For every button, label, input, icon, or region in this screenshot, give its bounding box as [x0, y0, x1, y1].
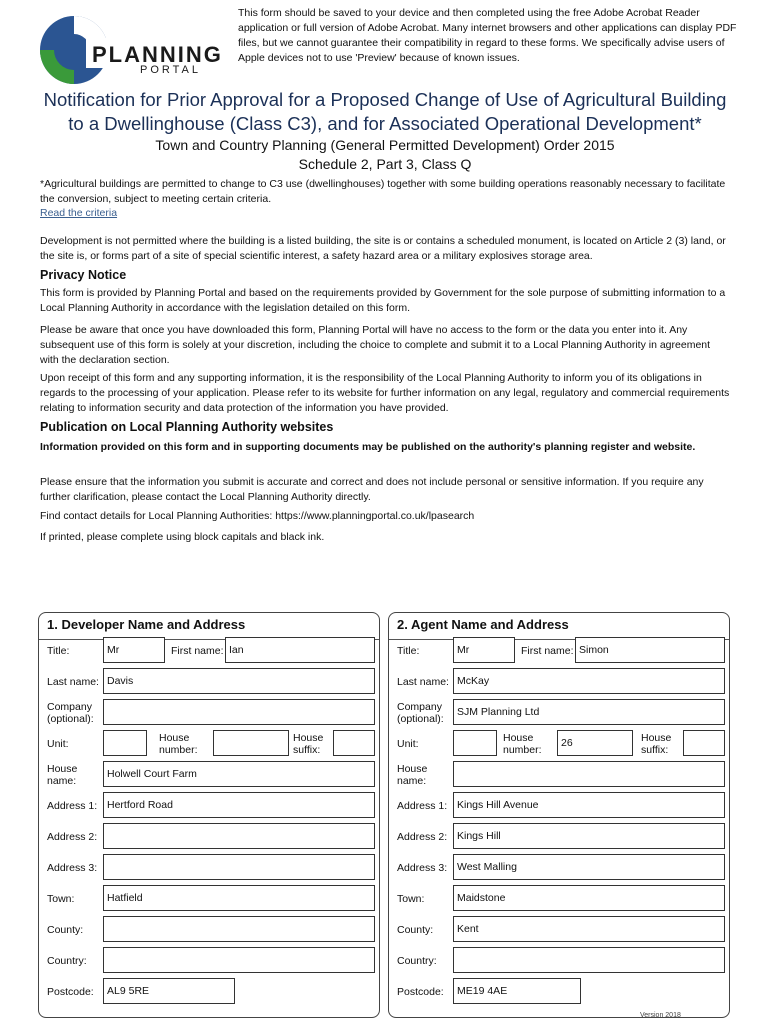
town-label: Town:	[47, 893, 75, 905]
address1-label: Address 1:	[397, 800, 448, 812]
developer-last-name-field[interactable]: Davis	[103, 668, 375, 694]
developer-address2-field[interactable]	[103, 823, 375, 849]
house-name-label: House name:	[47, 763, 78, 787]
privacy-heading: Privacy Notice	[40, 268, 127, 282]
developer-house-suffix-field[interactable]	[333, 730, 375, 756]
town-label: Town:	[397, 893, 425, 905]
postcode-label: Postcode:	[47, 986, 94, 998]
county-label: County:	[47, 924, 84, 936]
agent-county-field[interactable]: Kent	[453, 916, 725, 942]
address3-label: Address 3:	[397, 862, 448, 874]
publication-heading: Publication on Local Planning Authority websites	[40, 420, 334, 434]
page-subtitle	[20, 136, 750, 174]
subtitle-line-1: Town and Country Planning (General Permitted Development) Order 2015	[155, 137, 615, 153]
developer-county-field[interactable]	[103, 916, 375, 942]
agent-unit-field[interactable]	[453, 730, 497, 756]
publication-p3: If printed, please complete using block capitals and black ink.	[40, 531, 325, 543]
county-label: County:	[397, 924, 434, 936]
subtitle-line-2: Schedule 2, Part 3, Class Q	[298, 156, 472, 172]
intro-text: This form should be saved to your device and then completed using the free Adobe Acrobat Reader application or full version of Adobe Acrobat. Many internet browsers and other applications can display PDF files, but we cannot guarantee their compatibility in regard to these forms. We specifically advise users of Apple devices not to use 'Preview' because of known issues.	[238, 7, 737, 64]
title-label: Title:	[397, 645, 420, 657]
agent-house-name-field[interactable]	[453, 761, 725, 787]
agent-country-field[interactable]	[453, 947, 725, 973]
last-name-label: Last name:	[397, 676, 449, 688]
first-name-label: First name:	[171, 645, 224, 657]
developer-heading: 1. Developer Name and Address	[47, 617, 246, 632]
agent-title-field[interactable]: Mr	[453, 637, 515, 663]
agent-address2-field[interactable]: Kings Hill	[453, 823, 725, 849]
agent-last-name-field[interactable]: McKay	[453, 668, 725, 694]
developer-address3-field[interactable]	[103, 854, 375, 880]
house-suffix-label: House suffix:	[293, 732, 324, 756]
address1-label: Address 1:	[47, 800, 98, 812]
house-name-label: House name:	[397, 763, 428, 787]
developer-address1-field[interactable]: Hertford Road	[103, 792, 375, 818]
country-label: Country:	[47, 955, 87, 967]
agent-town-field[interactable]: Maidstone	[453, 885, 725, 911]
developer-town-field[interactable]: Hatfield	[103, 885, 375, 911]
country-label: Country:	[397, 955, 437, 967]
privacy-p3: Upon receipt of this form and any supporting information, it is the responsibility of the Local Planning Authority to inform you of its obligations in regards to the processing of your application. Please refer to its website for further information on any legal, regulatory and commercial requirements relating to information security and data protection of the information you have provided.	[40, 372, 730, 414]
version-label: Version 2018	[640, 1012, 681, 1019]
developer-postcode-field[interactable]: AL9 5RE	[103, 978, 235, 1004]
house-number-label: House number:	[159, 732, 198, 756]
company-label: Company (optional):	[47, 701, 94, 725]
publication-p2: Find contact details for Local Planning Authorities: https://www.planningportal.co.uk/lpasearch	[40, 510, 475, 522]
developer-section	[38, 612, 380, 1018]
publication-p1: Please ensure that the information you submit is accurate and correct and does not include personal or sensitive information. If you require any further clarification, please contact the Local Planning Authority directly.	[40, 476, 704, 503]
address2-label: Address 2:	[47, 831, 98, 843]
publication-bold-note: Information provided on this form and in supporting documents may be published on the authority's planning register and website.	[40, 441, 696, 453]
developer-house-number-field[interactable]	[213, 730, 289, 756]
agent-company-field[interactable]: SJM Planning Ltd	[453, 699, 725, 725]
developer-company-field[interactable]	[103, 699, 375, 725]
agent-section	[388, 612, 730, 1018]
house-number-label: House number:	[503, 732, 542, 756]
developer-unit-field[interactable]	[103, 730, 147, 756]
agent-postcode-field[interactable]: ME19 4AE	[453, 978, 581, 1004]
agent-first-name-field[interactable]: Simon	[575, 637, 725, 663]
company-label: Company (optional):	[397, 701, 444, 725]
class-q-note: *Agricultural buildings are permitted to change to C3 use (dwellinghouses) together with some building operations reasonably necessary to facilitate the conversion, subject to meeting certain criteria.	[40, 178, 726, 205]
title-label: Title:	[47, 645, 70, 657]
agent-address3-field[interactable]: West Malling	[453, 854, 725, 880]
page-title	[20, 88, 750, 136]
privacy-p2: Please be aware that once you have downloaded this form, Planning Portal will have no access to the form or the data you enter into it. Any subsequent use of this form is solely at your discretion, including the choice to complete and submit it to a Local Planning Authority in agreement with the declaration section.	[40, 324, 711, 366]
first-name-label: First name:	[521, 645, 574, 657]
address2-label: Address 2:	[397, 831, 448, 843]
agent-heading: 2. Agent Name and Address	[397, 617, 569, 632]
title-line-2: to a Dwellinghouse (Class C3), and for Associated Operational Development*	[68, 113, 702, 134]
read-criteria-link[interactable]: Read the criteria	[40, 207, 118, 219]
title-line-1: Notification for Prior Approval for a Proposed Change of Use of Agricultural Building	[43, 89, 727, 110]
logo-text-portal: PORTAL	[140, 64, 201, 76]
postcode-label: Postcode:	[397, 986, 444, 998]
house-suffix-label: House suffix:	[641, 732, 672, 756]
developer-country-field[interactable]	[103, 947, 375, 973]
address3-label: Address 3:	[47, 862, 98, 874]
developer-first-name-field[interactable]: Ian	[225, 637, 375, 663]
privacy-p1: This form is provided by Planning Portal and based on the requirements provided by Government for the sole purpose of submitting information to a Local Planning Authority in accordance with the legislation detailed on this form.	[40, 287, 726, 314]
developer-house-name-field[interactable]: Holwell Court Farm	[103, 761, 375, 787]
development-note: Development is not permitted where the building is a listed building, the site is or contains a scheduled monument, is located on Article 2 (3) land, or the site is, or forms part of a site of special scientific interest, a safety hazard area or a military explosives storage area.	[40, 235, 726, 262]
developer-title-field[interactable]: Mr	[103, 637, 165, 663]
unit-label: Unit:	[47, 738, 69, 750]
agent-address1-field[interactable]: Kings Hill Avenue	[453, 792, 725, 818]
logo-text-planning: PLANNING	[92, 42, 223, 67]
last-name-label: Last name:	[47, 676, 99, 688]
agent-house-number-field[interactable]: 26	[557, 730, 633, 756]
agent-house-suffix-field[interactable]	[683, 730, 725, 756]
unit-label: Unit:	[397, 738, 419, 750]
